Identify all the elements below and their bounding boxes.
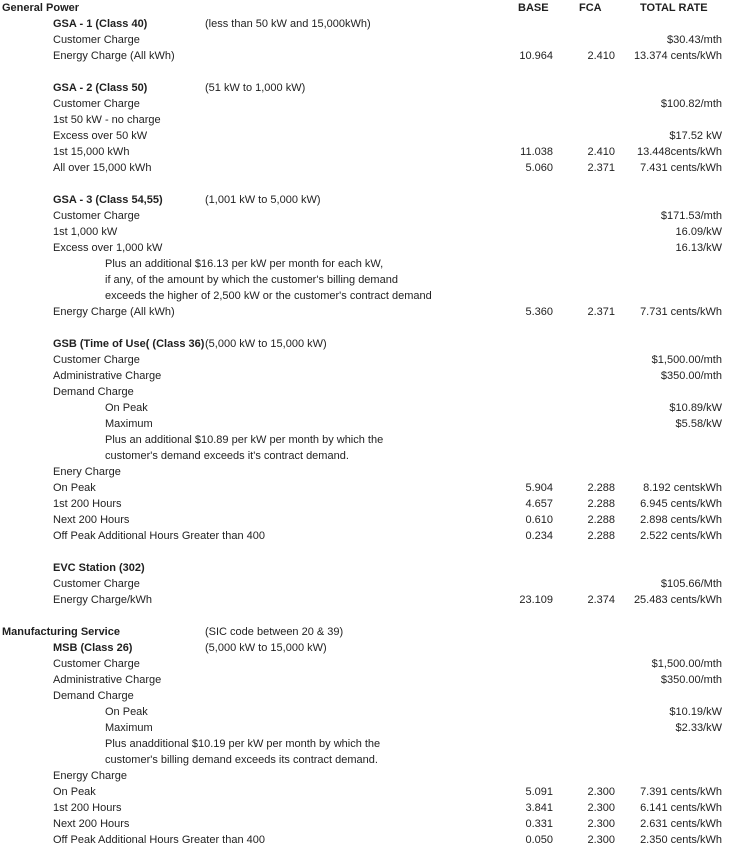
- total-rate-value: $30.43/mth: [666, 34, 722, 46]
- fca-value: 2.371: [587, 162, 615, 174]
- rate-row: [0, 400, 729, 416]
- base-value: 0.610: [525, 514, 553, 526]
- total-rate-value: $105.66/Mth: [660, 578, 722, 590]
- rate-row: [0, 560, 729, 576]
- fca-value: 2.300: [587, 834, 615, 846]
- rate-row: [0, 368, 729, 384]
- row-qualifier-note: (5,000 kW to 15,000 kW): [205, 338, 327, 350]
- row-label: On Peak: [53, 786, 96, 798]
- row-label: On Peak: [53, 482, 96, 494]
- rate-row: [0, 592, 729, 608]
- section-title-general-power: General Power: [2, 2, 80, 14]
- rate-row: [0, 336, 729, 352]
- base-value: 10.964: [519, 50, 553, 62]
- rate-row: [0, 544, 729, 560]
- total-rate-value: 16.13/kW: [675, 242, 722, 254]
- rate-row: [0, 160, 729, 176]
- row-label: 1st 1,000 kW: [53, 226, 118, 238]
- base-value: 5.360: [525, 306, 553, 318]
- row-qualifier-note: (1,001 kW to 5,000 kW): [205, 194, 321, 206]
- total-rate-value: $10.89/kW: [669, 402, 722, 414]
- rate-row: [0, 464, 729, 480]
- rate-row: [0, 512, 729, 528]
- rate-row: [0, 496, 729, 512]
- row-label: EVC Station (302): [53, 562, 145, 574]
- rate-row: [0, 48, 729, 64]
- rate-row: [0, 624, 729, 640]
- row-label: Energy Charge: [53, 770, 127, 782]
- row-label: Energy Charge (All kWh): [53, 306, 175, 318]
- row-qualifier-note: (less than 50 kW and 15,000kWh): [205, 18, 371, 30]
- base-value: 11.038: [520, 146, 553, 158]
- total-rate-value: $100.82/mth: [660, 98, 722, 110]
- rate-row: [0, 80, 729, 96]
- base-value: 0.234: [525, 530, 553, 542]
- rate-row: [0, 144, 729, 160]
- base-value: 3.841: [525, 802, 553, 814]
- row-label: Excess over 1,000 kW: [53, 242, 163, 254]
- base-value: 0.050: [525, 834, 553, 846]
- total-rate-value: 7.731 cents/kWh: [640, 306, 722, 318]
- rate-row: [0, 304, 729, 320]
- fca-value: 2.300: [587, 818, 615, 830]
- rate-row: [0, 720, 729, 736]
- rate-row: [0, 96, 729, 112]
- row-label: Customer Charge: [53, 354, 140, 366]
- rate-row: [0, 672, 729, 688]
- row-label: Next 200 Hours: [53, 514, 130, 526]
- rate-row: [0, 448, 729, 464]
- row-label: Maximum: [105, 722, 153, 734]
- rate-row: [0, 224, 729, 240]
- rate-row: [0, 736, 729, 752]
- total-rate-value: 2.522 cents/kWh: [640, 530, 722, 542]
- row-qualifier-note: (5,000 kW to 15,000 kW): [205, 642, 327, 654]
- row-label: 1st 200 Hours: [53, 498, 122, 510]
- rate-row: [0, 640, 729, 656]
- rate-row: [0, 752, 729, 768]
- column-header-base: BASE: [518, 2, 549, 14]
- row-label: 1st 15,000 kWh: [53, 146, 130, 158]
- rate-row: [0, 704, 729, 720]
- total-rate-value: 6.141 cents/kWh: [640, 802, 722, 814]
- row-label: Energy Charge (All kWh): [53, 50, 175, 62]
- total-rate-value: 7.391 cents/kWh: [640, 786, 722, 798]
- total-rate-value: 13.374 cents/kWh: [633, 50, 722, 62]
- row-qualifier-note: (SIC code between 20 & 39): [205, 626, 344, 638]
- total-rate-value: $2.33/kW: [675, 722, 722, 734]
- rate-row: [0, 688, 729, 704]
- fca-value: 2.374: [587, 594, 615, 606]
- total-rate-value: $350.00/mth: [660, 674, 722, 686]
- row-label: Off Peak Additional Hours Greater than 400: [53, 834, 265, 846]
- fca-value: 2.300: [587, 786, 615, 798]
- rate-row: [0, 320, 729, 336]
- base-value: 23.109: [519, 594, 553, 606]
- rate-row: [0, 608, 729, 624]
- row-label: Next 200 Hours: [53, 818, 130, 830]
- rate-row: [0, 832, 729, 846]
- row-label: customer's demand exceeds it's contract demand.: [105, 450, 349, 462]
- row-label: GSB (Time of Use( (Class 36): [53, 338, 205, 350]
- rate-row: [0, 528, 729, 544]
- total-rate-value: 8.192 centskWh: [643, 482, 722, 494]
- row-label: Excess over 50 kW: [53, 130, 148, 142]
- fca-value: 2.410: [587, 146, 615, 158]
- row-label: Customer Charge: [53, 34, 140, 46]
- row-qualifier-note: (51 kW to 1,000 kW): [205, 82, 306, 94]
- total-rate-value: 2.350 cents/kWh: [640, 834, 722, 846]
- total-rate-value: 2.631 cents/kWh: [640, 818, 722, 830]
- rate-row: [0, 128, 729, 144]
- total-rate-value: $1,500.00/mth: [651, 354, 722, 366]
- row-label: exceeds the higher of 2,500 kW or the customer's contract demand: [105, 290, 432, 302]
- rate-row: [0, 384, 729, 400]
- rate-row: [0, 288, 729, 304]
- fca-value: 2.410: [587, 50, 615, 62]
- total-rate-value: $171.53/mth: [660, 210, 722, 222]
- base-value: 5.904: [525, 482, 553, 494]
- row-label: MSB (Class 26): [53, 642, 133, 654]
- row-label: if any, of the amount by which the customer's billing demand: [105, 274, 398, 286]
- row-label: Plus an additional $10.89 per kW per month by which the: [105, 434, 384, 446]
- rate-row: [0, 112, 729, 128]
- header-row: [0, 0, 729, 16]
- rate-row: [0, 192, 729, 208]
- rate-row: [0, 416, 729, 432]
- row-label: Customer Charge: [53, 658, 140, 670]
- rate-row: [0, 208, 729, 224]
- rate-row: [0, 64, 729, 80]
- rate-row: [0, 432, 729, 448]
- total-rate-value: $5.58/kW: [675, 418, 722, 430]
- fca-value: 2.371: [587, 306, 615, 318]
- fca-value: 2.288: [587, 514, 615, 526]
- rate-row: [0, 480, 729, 496]
- rate-row: [0, 32, 729, 48]
- row-label: customer's billing demand exceeds its contract demand.: [105, 754, 378, 766]
- rate-row: [0, 16, 729, 32]
- total-rate-value: 25.483 cents/kWh: [633, 594, 722, 606]
- fca-value: 2.288: [587, 482, 615, 494]
- total-rate-value: 16.09/kW: [675, 226, 722, 238]
- row-label: Off Peak Additional Hours Greater than 400: [53, 530, 265, 542]
- row-label: GSA - 1 (Class 40): [53, 18, 148, 30]
- total-rate-value: 2.898 cents/kWh: [640, 514, 722, 526]
- rate-row: [0, 256, 729, 272]
- total-rate-value: 7.431 cents/kWh: [640, 162, 722, 174]
- rate-row: [0, 768, 729, 784]
- total-rate-value: 6.945 cents/kWh: [640, 498, 722, 510]
- row-label: Demand Charge: [53, 386, 134, 398]
- rate-row: [0, 272, 729, 288]
- total-rate-value: 13.448cents/kWh: [637, 146, 722, 158]
- row-label: Plus anadditional $10.19 per kW per month by which the: [105, 738, 381, 750]
- rate-row: [0, 816, 729, 832]
- fca-value: 2.288: [587, 498, 615, 510]
- row-label: On Peak: [105, 402, 148, 414]
- fca-value: 2.288: [587, 530, 615, 542]
- row-label: Demand Charge: [53, 690, 134, 702]
- row-label: Customer Charge: [53, 98, 140, 110]
- row-label: Administrative Charge: [53, 674, 162, 686]
- base-value: 0.331: [525, 818, 553, 830]
- rate-row: [0, 352, 729, 368]
- total-rate-value: $10.19/kW: [669, 706, 722, 718]
- row-label: GSA - 3 (Class 54,55): [53, 194, 163, 206]
- row-label: Customer Charge: [53, 578, 140, 590]
- row-label: GSA - 2 (Class 50): [53, 82, 148, 94]
- row-label: Customer Charge: [53, 210, 140, 222]
- rate-row: [0, 176, 729, 192]
- row-label: 1st 200 Hours: [53, 802, 122, 814]
- row-label: Energy Charge/kWh: [53, 594, 153, 606]
- total-rate-value: $1,500.00/mth: [651, 658, 722, 670]
- base-value: 5.060: [525, 162, 553, 174]
- rate-row: [0, 240, 729, 256]
- row-label: 1st 50 kW - no charge: [53, 114, 161, 126]
- row-label: Maximum: [105, 418, 153, 430]
- rate-row: [0, 656, 729, 672]
- row-label: Manufacturing Service: [2, 626, 120, 638]
- row-label: Administrative Charge: [53, 370, 162, 382]
- rate-row: [0, 576, 729, 592]
- column-header-total-rate: TOTAL RATE: [640, 2, 708, 14]
- rate-row: [0, 784, 729, 800]
- row-label: Plus an additional $16.13 per kW per month for each kW,: [105, 258, 384, 270]
- row-label: Enery Charge: [53, 466, 121, 478]
- rate-row: [0, 800, 729, 816]
- base-value: 4.657: [525, 498, 553, 510]
- total-rate-value: $350.00/mth: [660, 370, 722, 382]
- row-label: On Peak: [105, 706, 148, 718]
- column-header-fca: FCA: [579, 2, 602, 14]
- rate-rows: [0, 16, 729, 846]
- fca-value: 2.300: [587, 802, 615, 814]
- total-rate-value: $17.52 kW: [669, 130, 722, 142]
- row-label: All over 15,000 kWh: [53, 162, 152, 174]
- base-value: 5.091: [525, 786, 553, 798]
